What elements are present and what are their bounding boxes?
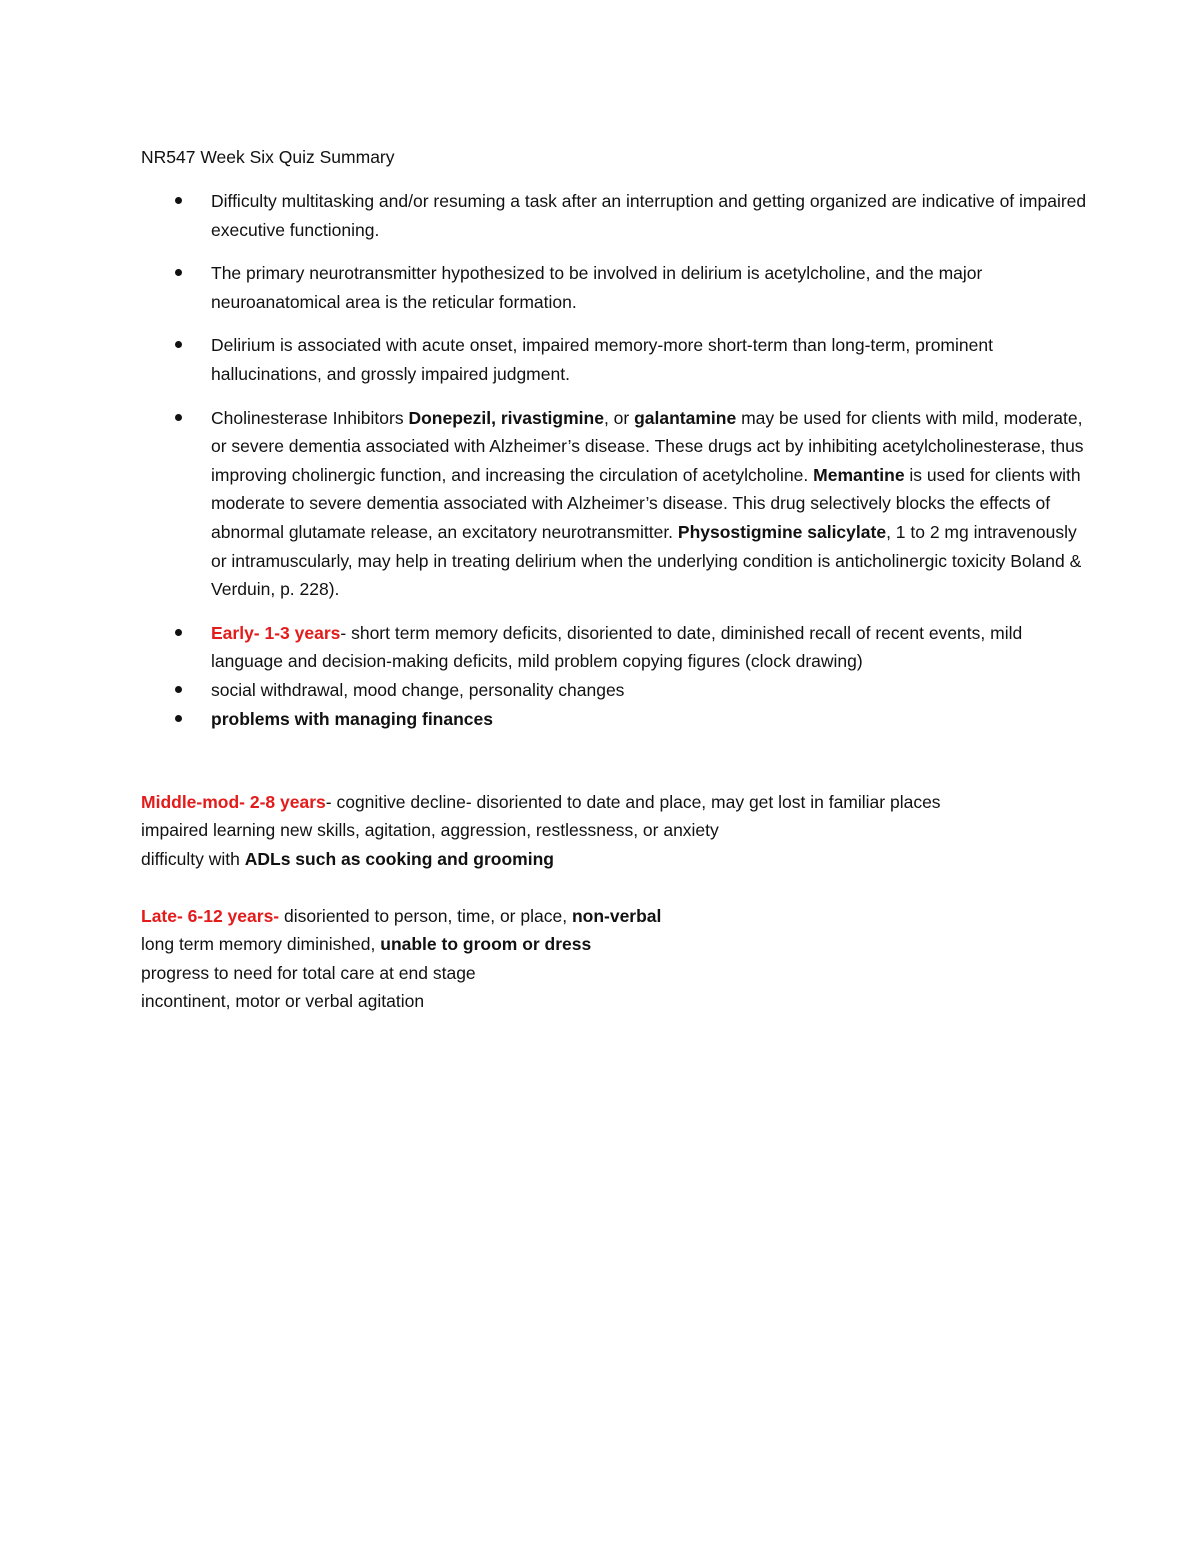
- bullet-neurotransmitter: The primary neurotransmitter hypothesized to be involved in delirium is acetylcholine, and the major neuroanatomical area is the reticular formation.: [211, 259, 1091, 316]
- late-stage-line-4: incontinent, motor or verbal agitation: [141, 990, 425, 1011]
- document-title: NR547 Week Six Quiz Summary: [141, 147, 395, 167]
- late-stage-section: [141, 902, 1101, 1015]
- bullet-icon: [175, 686, 182, 693]
- middle-stage-label: Middle-mod- 2-8 years: [141, 792, 326, 812]
- bullet-delirium: Delirium is associated with acute onset, impaired memory-more short-term than long-term, prominent hallucinations, and grossly impaired judgment.: [211, 331, 1091, 388]
- middle-stage-line-2: impaired learning new skills, agitation, aggression, restlessness, or anxiety: [141, 820, 719, 841]
- middle-stage-line-3: difficulty with ADLs such as cooking and grooming: [141, 848, 554, 869]
- late-stage-label: Late- 6-12 years-: [141, 906, 280, 926]
- bullet-social-withdrawal: social withdrawal, mood change, personality changes: [211, 676, 1091, 705]
- middle-stage-section: [141, 788, 1101, 873]
- late-stage-line-3: progress to need for total care at end stage: [141, 962, 476, 983]
- bullet-icon: [175, 414, 182, 421]
- early-stage-label: Early- 1-3 years: [211, 622, 341, 643]
- bullet-managing-finances: problems with managing finances: [211, 705, 1091, 734]
- middle-stage-line-1: Middle-mod- 2-8 years- cognitive decline- disoriented to date and place, may get lost in familiar places: [141, 792, 941, 812]
- bullet-executive-functioning: Difficulty multitasking and/or resuming a task after an interruption and getting organized are indicative of impaired executive functioning.: [211, 187, 1091, 244]
- late-stage-line-1: Late- 6-12 years- disoriented to person, time, or place, non-verbal: [141, 906, 662, 926]
- bullet-cholinesterase-inhibitors: Cholinesterase Inhibitors Donepezil, rivastigmine, or galantamine may be used for clients with mild, moderate, or severe dementia associated with Alzheimer’s disease. These drugs act by inhibiting acetylcholinesterase, thus improving cholinergic function, and increasing the circulation of acetylcholine. Memantine is used for clients with moderate to severe dementia associated with Alzheimer’s disease. This drug selectively blocks the effects of abnormal glutamate release, an excitatory neurotransmitter. Physostigmine salicylate, 1 to 2 mg intravenously or intramuscularly, may help in treating delirium when the underlying condition is anticholinergic toxicity Boland & Verduin, p. 228).: [211, 404, 1091, 604]
- summary-bullet-list: [211, 187, 1091, 733]
- bullet-icon: [175, 629, 182, 636]
- bullet-icon: [175, 341, 182, 348]
- bullet-icon: [175, 715, 182, 722]
- late-stage-line-2: long term memory diminished, unable to groom or dress: [141, 934, 592, 955]
- bullet-early-stage: Early- 1-3 years- short term memory deficits, disoriented to date, diminished recall of recent events, mild language and decision-making deficits, mild problem copying figures (clock drawing): [211, 619, 1091, 676]
- bullet-icon: [175, 269, 182, 276]
- bullet-icon: [175, 197, 182, 204]
